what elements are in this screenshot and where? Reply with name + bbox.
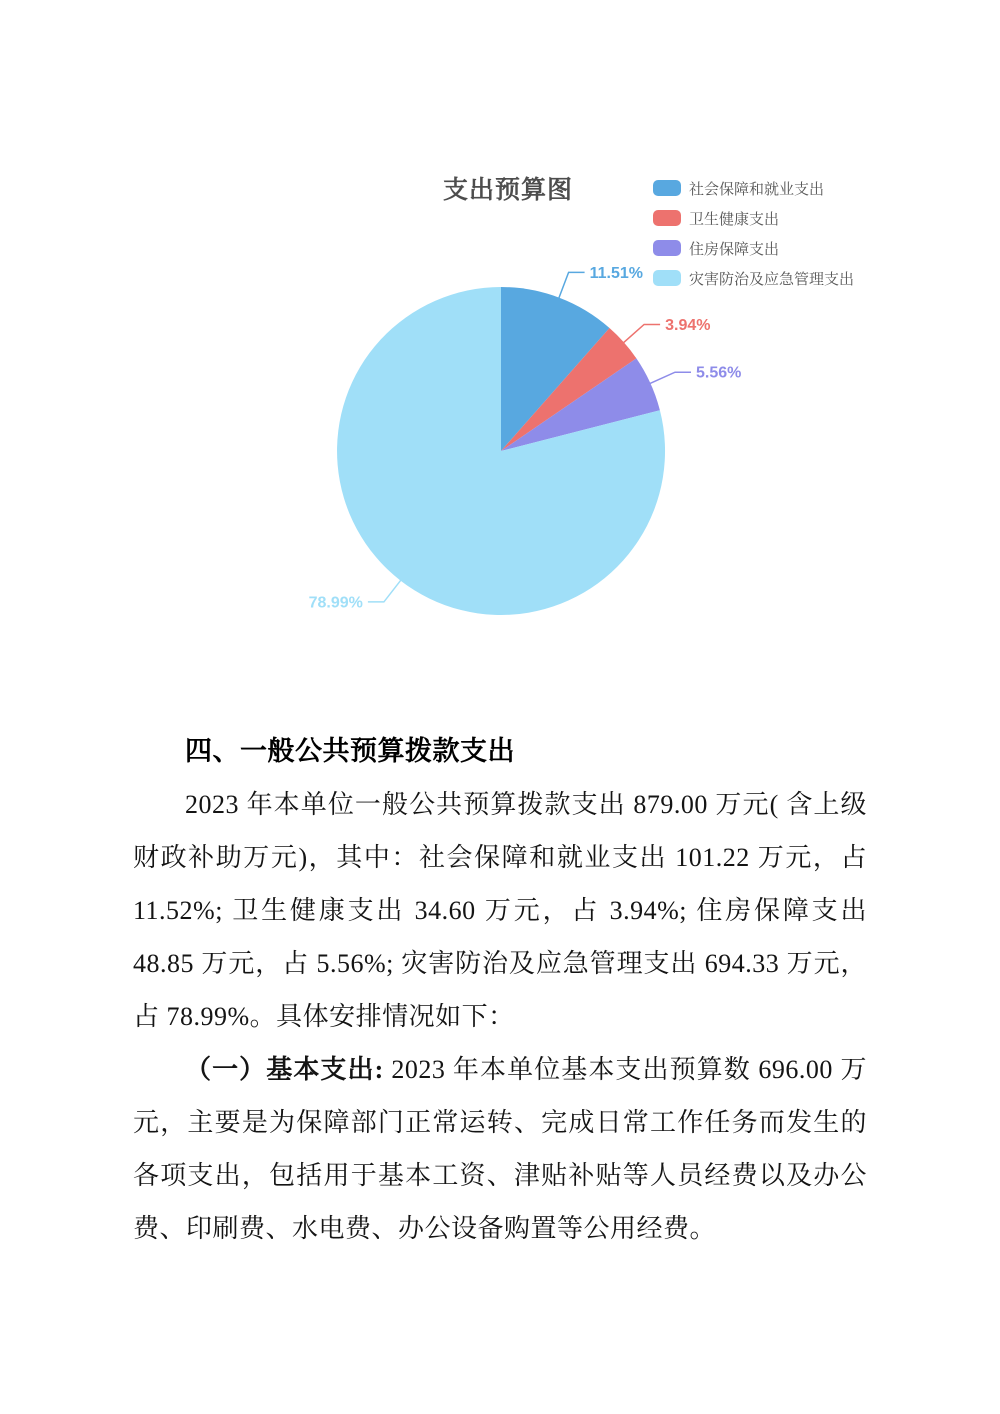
pie-label-line-3 [650,372,692,384]
paragraph-line [133,937,867,990]
pie-chart-svg [0,0,1000,700]
legend-swatch-icon [653,180,681,196]
paragraph-line [133,1149,867,1202]
budget-text-section [133,725,867,1255]
section-heading: 四、一般公共预算拨款支出 [185,736,515,766]
text-run: 2023 年本单位基本支出预算数 696.00 万 [383,1055,867,1084]
legend-label: 住房保障支出 [689,240,780,258]
legend-item[interactable] [653,209,854,227]
legend-label: 社会保障和就业支出 [689,180,825,198]
text-run: 48.85 万元，占 5.56%; 灾害防治及应急管理支出 694.33 万元， [133,949,867,978]
expenditure-budget-chart [0,0,1000,700]
paragraph-line [133,1202,867,1255]
legend-swatch-icon [653,240,681,256]
legend-swatch-icon [653,270,681,286]
bold-text-run: （一）基本支出: [185,1055,384,1084]
paragraph-line [133,778,867,831]
chart-legend [653,179,854,299]
pie-percent-label-1: 11.51% [589,264,643,282]
paragraph-line [133,1043,867,1096]
text-run: 财政补助万元)，其中：社会保障和就业支出 101.22 万元，占 [133,843,867,872]
paragraph-line [133,884,867,937]
pie-percent-label-4: 78.99% [308,594,363,612]
legend-swatch-icon [653,210,681,226]
text-run: 2023 年本单位一般公共预算拨款支出 879.00 万元( 含上级 [185,790,867,819]
body-text [133,778,867,1255]
legend-item[interactable] [653,239,854,257]
pie-label-line-2 [623,325,660,344]
legend-label: 灾害防治及应急管理支出 [689,270,855,288]
pie-label-line-4 [368,580,401,602]
legend-item[interactable] [653,179,854,197]
pie-percent-label-2: 3.94% [665,317,711,334]
chart-title: 支出预算图 [443,176,574,204]
text-run: 占 78.99%。具体安排情况如下： [133,1002,515,1031]
pie-percent-label-3: 5.56% [696,364,742,382]
pie-label-line-1 [559,272,585,298]
paragraph-line [133,831,867,884]
paragraph-line [133,1096,867,1149]
legend-item[interactable] [653,269,854,287]
text-run: 11.52%; 卫生健康支出 34.60 万元，占 3.94%; 住房保障支出 [133,896,867,925]
paragraph-line [133,990,867,1043]
legend-label: 卫生健康支出 [689,210,780,228]
text-run: 各项支出，包括用于基本工资、津贴补贴等人员经费以及办公 [133,1161,867,1190]
text-run: 费、印刷费、水电费、办公设备购置等公用经费。 [133,1214,717,1243]
text-run: 元，主要是为保障部门正常运转、完成日常工作任务而发生的 [133,1108,867,1137]
